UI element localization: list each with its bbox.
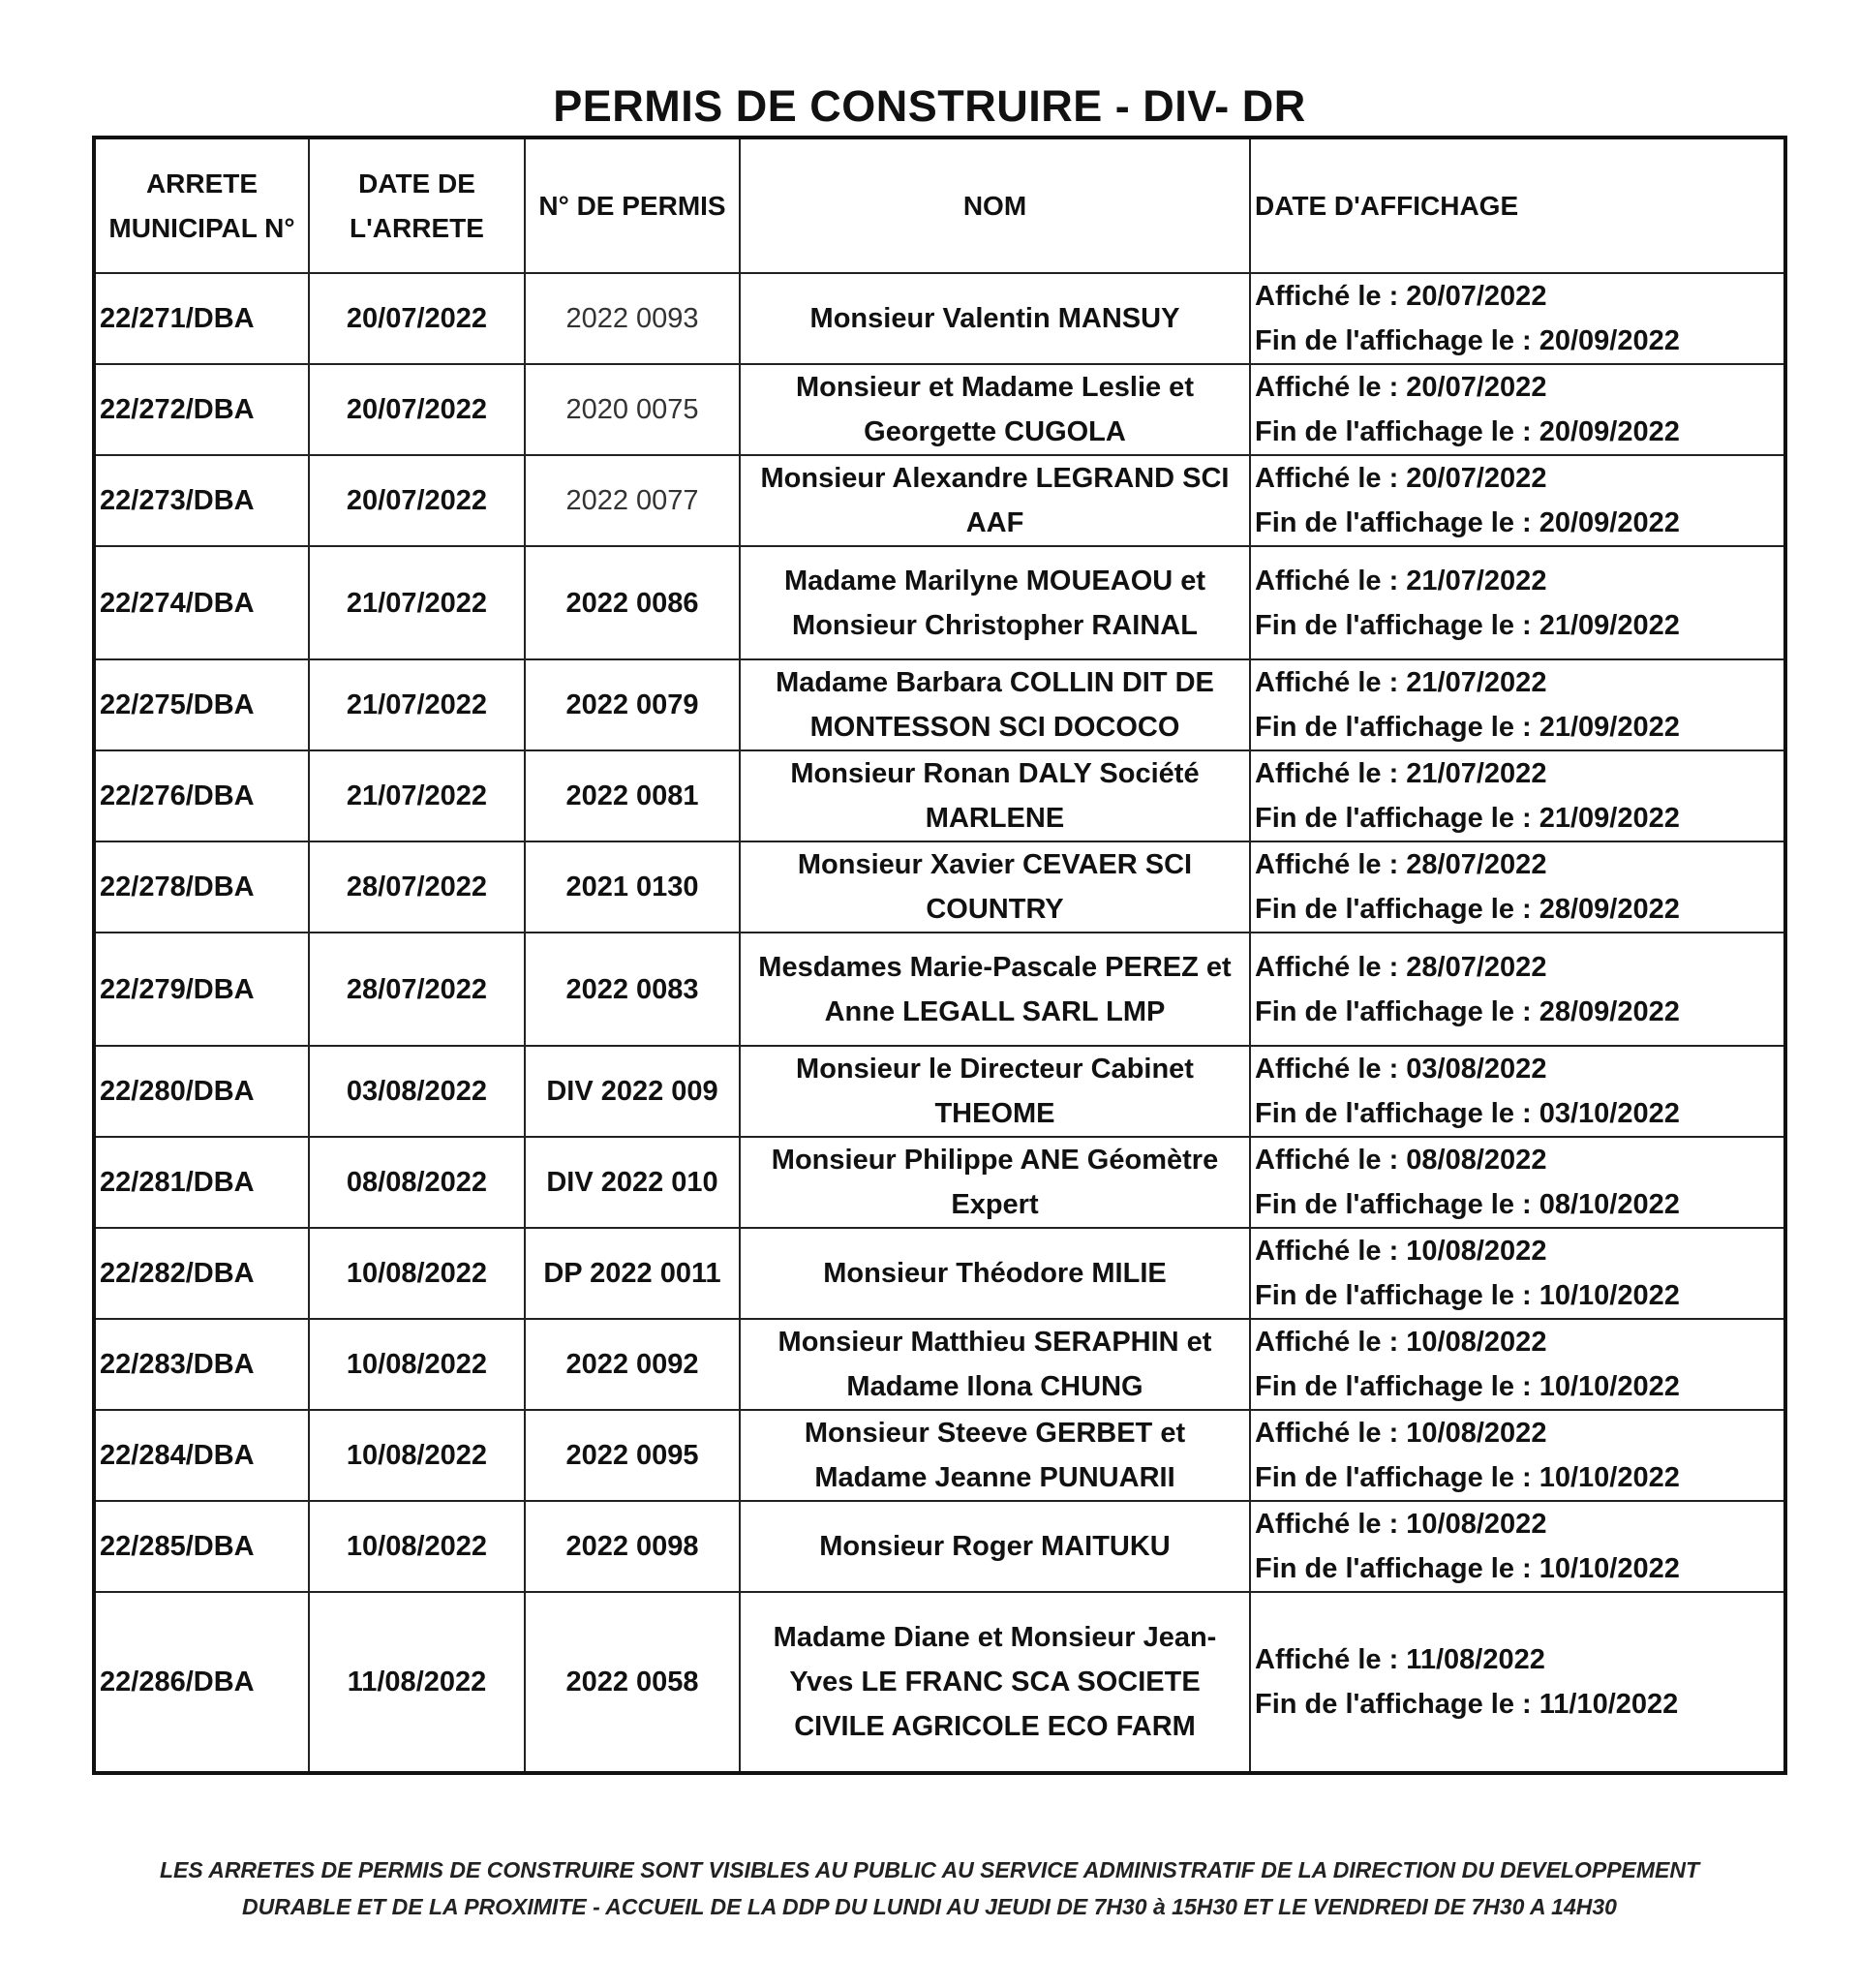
posted-date: Affiché le : 21/07/2022 xyxy=(1255,667,1547,698)
posted-date: Affiché le : 20/07/2022 xyxy=(1255,372,1547,403)
posted-date: Affiché le : 11/08/2022 xyxy=(1255,1644,1545,1675)
cell-name: Monsieur le Directeur Cabinet THEOME xyxy=(740,1046,1250,1137)
column-header-date: DATE DE L'ARRETE xyxy=(309,138,525,273)
column-header-permit: N° DE PERMIS xyxy=(525,138,740,273)
cell-arrete-number: 22/271/DBA xyxy=(94,273,309,364)
cell-permit-number: 2022 0081 xyxy=(525,750,740,841)
cell-display-dates xyxy=(1250,273,1785,364)
cell-display-dates xyxy=(1250,455,1785,546)
cell-permit-number: DIV 2022 009 xyxy=(525,1046,740,1137)
cell-name: Madame Diane et Monsieur Jean-Yves LE FRANC SCA SOCIETE CIVILE AGRICOLE ECO FARM xyxy=(740,1592,1250,1773)
posting-end-date: Fin de l'affichage le : 21/09/2022 xyxy=(1255,609,1680,641)
cell-arrete-date: 20/07/2022 xyxy=(309,364,525,455)
cell-arrete-date: 21/07/2022 xyxy=(309,659,525,750)
cell-name: Monsieur Steeve GERBET et Madame Jeanne PUNUARII xyxy=(740,1410,1250,1501)
cell-permit-number: 2022 0086 xyxy=(525,546,740,659)
cell-arrete-date: 20/07/2022 xyxy=(309,273,525,364)
cell-permit-number: 2021 0130 xyxy=(525,841,740,933)
cell-display-dates xyxy=(1250,1501,1785,1592)
cell-display-dates xyxy=(1250,1592,1785,1773)
permits-table xyxy=(92,136,1787,1775)
column-header-display-date: DATE D'AFFICHAGE xyxy=(1250,138,1785,273)
table-row xyxy=(94,841,1785,933)
posting-end-date: Fin de l'affichage le : 28/09/2022 xyxy=(1255,894,1680,925)
cell-display-dates xyxy=(1250,841,1785,933)
posting-end-date: Fin de l'affichage le : 20/09/2022 xyxy=(1255,416,1680,447)
footer-notice-line-1: LES ARRETES DE PERMIS DE CONSTRUIRE SONT VISIBLES AU PUBLIC AU SERVICE ADMINISTRATIF DE LA DIRECTION DU DEVELOPPEMENT xyxy=(159,1857,1700,1882)
cell-arrete-date: 20/07/2022 xyxy=(309,455,525,546)
posted-date: Affiché le : 20/07/2022 xyxy=(1255,281,1547,312)
cell-name: Monsieur Ronan DALY Société MARLENE xyxy=(740,750,1250,841)
posted-date: Affiché le : 10/08/2022 xyxy=(1255,1509,1547,1540)
cell-arrete-date: 21/07/2022 xyxy=(309,750,525,841)
cell-permit-number: 2022 0092 xyxy=(525,1319,740,1410)
cell-arrete-number: 22/276/DBA xyxy=(94,750,309,841)
cell-arrete-date: 10/08/2022 xyxy=(309,1228,525,1319)
header-row xyxy=(94,138,1785,273)
table-row xyxy=(94,546,1785,659)
cell-name: Monsieur Xavier CEVAER SCI COUNTRY xyxy=(740,841,1250,933)
cell-arrete-number: 22/280/DBA xyxy=(94,1046,309,1137)
posting-end-date: Fin de l'affichage le : 11/10/2022 xyxy=(1255,1689,1679,1720)
cell-arrete-number: 22/279/DBA xyxy=(94,933,309,1046)
cell-display-dates xyxy=(1250,1319,1785,1410)
posting-end-date: Fin de l'affichage le : 21/09/2022 xyxy=(1255,712,1680,743)
cell-arrete-number: 22/286/DBA xyxy=(94,1592,309,1773)
cell-name: Mesdames Marie-Pascale PEREZ et Anne LEGALL SARL LMP xyxy=(740,933,1250,1046)
table-row xyxy=(94,933,1785,1046)
cell-name: Monsieur Roger MAITUKU xyxy=(740,1501,1250,1592)
cell-arrete-number: 22/285/DBA xyxy=(94,1501,309,1592)
cell-name: Madame Marilyne MOUEAOU et Monsieur Christopher RAINAL xyxy=(740,546,1250,659)
cell-arrete-number: 22/272/DBA xyxy=(94,364,309,455)
table-row xyxy=(94,1319,1785,1410)
table-row xyxy=(94,455,1785,546)
posted-date: Affiché le : 10/08/2022 xyxy=(1255,1236,1547,1267)
cell-arrete-date: 21/07/2022 xyxy=(309,546,525,659)
cell-name: Monsieur Théodore MILIE xyxy=(740,1228,1250,1319)
table-row xyxy=(94,364,1785,455)
cell-display-dates xyxy=(1250,1046,1785,1137)
table-row xyxy=(94,1410,1785,1501)
page-title: PERMIS DE CONSTRUIRE - DIV- DR xyxy=(553,81,1306,131)
posting-end-date: Fin de l'affichage le : 10/10/2022 xyxy=(1255,1553,1680,1584)
table-row xyxy=(94,1137,1785,1228)
cell-arrete-date: 03/08/2022 xyxy=(309,1046,525,1137)
column-header-arrete: ARRETE MUNICIPAL N° xyxy=(94,138,309,273)
table-row xyxy=(94,273,1785,364)
posted-date: Affiché le : 10/08/2022 xyxy=(1255,1327,1547,1358)
table-row xyxy=(94,1501,1785,1592)
posted-date: Affiché le : 10/08/2022 xyxy=(1255,1418,1547,1449)
cell-arrete-date: 10/08/2022 xyxy=(309,1501,525,1592)
cell-permit-number: 2022 0079 xyxy=(525,659,740,750)
cell-display-dates xyxy=(1250,659,1785,750)
cell-name: Monsieur Matthieu SERAPHIN et Madame Ilona CHUNG xyxy=(740,1319,1250,1410)
posted-date: Affiché le : 21/07/2022 xyxy=(1255,565,1547,596)
posting-end-date: Fin de l'affichage le : 10/10/2022 xyxy=(1255,1371,1680,1402)
posted-date: Affiché le : 08/08/2022 xyxy=(1255,1145,1547,1176)
cell-name: Monsieur Alexandre LEGRAND SCI AAF xyxy=(740,455,1250,546)
cell-display-dates xyxy=(1250,364,1785,455)
cell-permit-number: 2022 0098 xyxy=(525,1501,740,1592)
cell-arrete-number: 22/273/DBA xyxy=(94,455,309,546)
posting-end-date: Fin de l'affichage le : 28/09/2022 xyxy=(1255,995,1680,1027)
cell-display-dates xyxy=(1250,546,1785,659)
cell-permit-number: DP 2022 0011 xyxy=(525,1228,740,1319)
footer-notice-line-2: DURABLE ET DE LA PROXIMITE - ACCUEIL DE LA DDP DU LUNDI AU JEUDI DE 7H30 à 15H30 ET LE VENDREDI DE 7H30 A 14H30 xyxy=(242,1894,1617,1919)
cell-permit-number: 2020 0075 xyxy=(525,364,740,455)
posted-date: Affiché le : 03/08/2022 xyxy=(1255,1054,1547,1085)
table-row xyxy=(94,659,1785,750)
posting-end-date: Fin de l'affichage le : 08/10/2022 xyxy=(1255,1189,1680,1220)
column-header-name: NOM xyxy=(740,138,1250,273)
cell-arrete-number: 22/275/DBA xyxy=(94,659,309,750)
posted-date: Affiché le : 21/07/2022 xyxy=(1255,758,1547,789)
cell-permit-number: 2022 0095 xyxy=(525,1410,740,1501)
cell-arrete-date: 28/07/2022 xyxy=(309,933,525,1046)
cell-permit-number: 2022 0083 xyxy=(525,933,740,1046)
cell-display-dates xyxy=(1250,1137,1785,1228)
table-row xyxy=(94,750,1785,841)
table-header xyxy=(94,138,1785,273)
cell-permit-number: DIV 2022 010 xyxy=(525,1137,740,1228)
cell-display-dates xyxy=(1250,750,1785,841)
cell-permit-number: 2022 0093 xyxy=(525,273,740,364)
cell-arrete-date: 08/08/2022 xyxy=(309,1137,525,1228)
cell-arrete-date: 11/08/2022 xyxy=(309,1592,525,1773)
posting-end-date: Fin de l'affichage le : 20/09/2022 xyxy=(1255,325,1680,356)
table-row xyxy=(94,1228,1785,1319)
posting-end-date: Fin de l'affichage le : 03/10/2022 xyxy=(1255,1098,1680,1129)
posted-date: Affiché le : 20/07/2022 xyxy=(1255,463,1547,494)
posted-date: Affiché le : 28/07/2022 xyxy=(1255,849,1547,880)
cell-name: Monsieur et Madame Leslie et Georgette CUGOLA xyxy=(740,364,1250,455)
cell-arrete-number: 22/283/DBA xyxy=(94,1319,309,1410)
cell-arrete-number: 22/281/DBA xyxy=(94,1137,309,1228)
cell-arrete-date: 10/08/2022 xyxy=(309,1410,525,1501)
table-body xyxy=(94,273,1785,1773)
posting-end-date: Fin de l'affichage le : 21/09/2022 xyxy=(1255,803,1680,834)
cell-arrete-number: 22/284/DBA xyxy=(94,1410,309,1501)
posted-date: Affiché le : 28/07/2022 xyxy=(1255,951,1547,983)
cell-arrete-date: 28/07/2022 xyxy=(309,841,525,933)
posting-end-date: Fin de l'affichage le : 20/09/2022 xyxy=(1255,507,1680,538)
cell-display-dates xyxy=(1250,1228,1785,1319)
cell-arrete-number: 22/282/DBA xyxy=(94,1228,309,1319)
cell-permit-number: 2022 0058 xyxy=(525,1592,740,1773)
cell-arrete-date: 10/08/2022 xyxy=(309,1319,525,1410)
footer-notice xyxy=(0,1851,1859,1925)
table-row xyxy=(94,1592,1785,1773)
cell-arrete-number: 22/274/DBA xyxy=(94,546,309,659)
cell-name: Monsieur Philippe ANE Géomètre Expert xyxy=(740,1137,1250,1228)
posting-end-date: Fin de l'affichage le : 10/10/2022 xyxy=(1255,1462,1680,1493)
cell-name: Monsieur Valentin MANSUY xyxy=(740,273,1250,364)
cell-permit-number: 2022 0077 xyxy=(525,455,740,546)
cell-arrete-number: 22/278/DBA xyxy=(94,841,309,933)
cell-name: Madame Barbara COLLIN DIT DE MONTESSON SCI DOCOCO xyxy=(740,659,1250,750)
table-row xyxy=(94,1046,1785,1137)
posting-end-date: Fin de l'affichage le : 10/10/2022 xyxy=(1255,1280,1680,1311)
cell-display-dates xyxy=(1250,933,1785,1046)
cell-display-dates xyxy=(1250,1410,1785,1501)
